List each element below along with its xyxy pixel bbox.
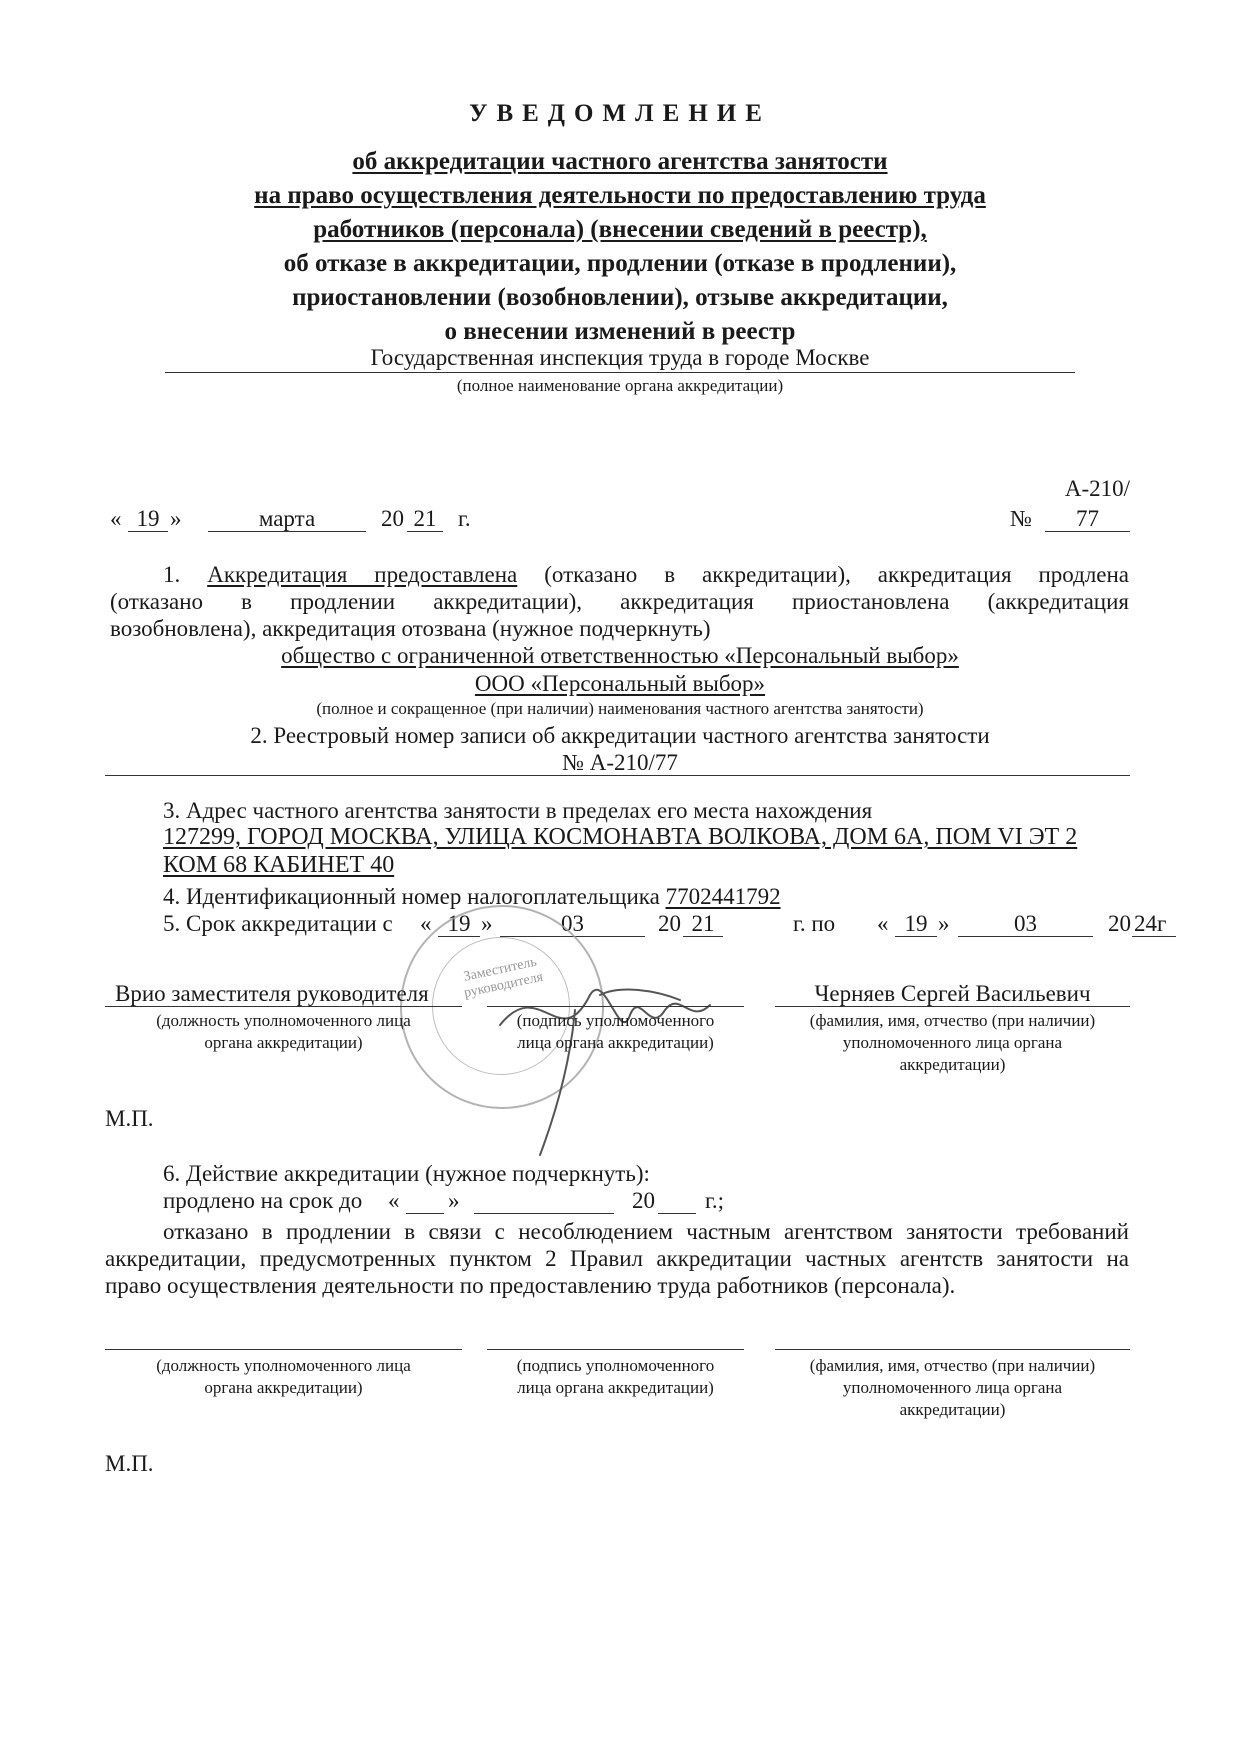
item1-line3: возобновлена), аккредитация отозвана (нужное подчеркнуть) (110, 616, 711, 641)
sig2-caption-signature (487, 1355, 744, 1399)
item5-to-label: г. по (793, 911, 836, 936)
number-underline (1045, 531, 1130, 532)
sig1-caption-position-1: (должность уполномоченного лица (156, 1011, 411, 1030)
item5-to-year-suffix: 24г (1134, 911, 1167, 936)
sig1-caption-signature (487, 1010, 744, 1054)
number-value: 77 (1076, 506, 1099, 531)
sig2-caption-name (775, 1355, 1130, 1421)
header-line-5: приостановлении (возобновлении), отзыве аккредитации, (292, 284, 948, 311)
item5-from-day: 19 (447, 911, 471, 936)
date-day: 19 (136, 506, 160, 531)
sig2-caption-signature-1: (подпись уполномоченного (516, 1356, 715, 1375)
item5-from-close-quote: » (481, 911, 493, 936)
item6-refused-line1: отказано в продлении в связи с несоблюдением частным агентством занятости требований (163, 1219, 1129, 1244)
document-title: УВЕДОМЛЕНИЕ (469, 100, 771, 127)
item6-year-mark: г.; (705, 1188, 724, 1213)
item5-to-day: 19 (904, 911, 928, 936)
item2-text: 2. Реестровый номер записи об аккредитации частного агентства занятости (250, 723, 990, 748)
header-line-6: о внесении изменений в реестр (444, 318, 796, 345)
item1-underlined: Аккредитация предоставлена (207, 562, 518, 587)
item5-to-close-quote: » (938, 911, 950, 936)
sig1-signature-underline (487, 1006, 744, 1007)
item1-line2: (отказано в продлении аккредитации), аккредитация приостановлена (аккредитация (110, 589, 1129, 614)
item3-text: 3. Адрес частного агентства занятости в пределах его места нахождения (163, 798, 873, 823)
item6-text: 6. Действие аккредитации (нужное подчеркнуть): (163, 1161, 650, 1186)
item6-close-quote: » (448, 1188, 460, 1213)
date-open-quote: « (110, 506, 122, 531)
sig1-caption-name-3: аккредитации) (899, 1055, 1006, 1074)
item1-line1 (163, 561, 1129, 588)
handwritten-signature (480, 955, 740, 1175)
sig1-caption-position-2: органа аккредитации) (204, 1033, 363, 1052)
item3-address-line1: 127299, ГОРОД МОСКВА, УЛИЦА КОСМОНАВТА ВОЛКОВА, ДОМ 6А, ПОМ VI ЭТ 2 (163, 824, 1078, 850)
sig1-caption-name (775, 1010, 1130, 1076)
header-line-3: работников (персонала) (внесении сведений в реестр), (313, 216, 927, 243)
authority-caption: (полное наименование органа аккредитации) (456, 376, 784, 395)
item2-value: № А-210/77 (562, 750, 678, 775)
item2-underline (105, 775, 1130, 776)
item4-line (163, 883, 781, 910)
item5-to-open-quote: « (877, 911, 889, 936)
header-line-2: на право осуществления деятельности по предоставлению труда (254, 182, 986, 209)
sig1-caption-position (105, 1010, 462, 1054)
sig2-caption-position (105, 1355, 462, 1399)
item5-from-year-prefix: 20 (658, 911, 681, 936)
item5-to-day-underline (895, 936, 937, 937)
date-day-underline (128, 531, 168, 532)
sig1-caption-signature-2: лица органа аккредитации) (517, 1033, 714, 1052)
date-month-underline (208, 531, 366, 532)
item6-open-quote: « (388, 1188, 400, 1213)
sig1-caption-signature-1: (подпись уполномоченного (516, 1011, 715, 1030)
authority-underline (165, 372, 1075, 373)
number-prefix: А-210/ (1064, 476, 1130, 501)
item6-year-underline (658, 1213, 696, 1214)
sig1-caption-name-1: (фамилия, имя, отчество (при наличии) (809, 1011, 1096, 1030)
item1-caption: (полное и сокращенное (при наличии) наименования частного агентства занятости) (316, 699, 924, 718)
sig2-position-underline (105, 1349, 462, 1350)
sig2-caption-name-2: уполномоченного лица органа (842, 1378, 1063, 1397)
sig1-position: Врио заместителя руководителя (115, 981, 429, 1006)
item5-to-month-underline (958, 936, 1093, 937)
sig2-caption-name-1: (фамилия, имя, отчество (при наличии) (809, 1356, 1096, 1375)
item5-to-year-prefix: 20 (1108, 911, 1131, 936)
item6-year-prefix: 20 (632, 1188, 655, 1213)
sig1-name-underline (775, 1006, 1130, 1007)
sig2-caption-position-2: органа аккредитации) (204, 1378, 363, 1397)
header-line-1: об аккредитации частного агентства занятости (352, 148, 888, 175)
sig1-name: Черняев Сергей Васильевич (814, 981, 1091, 1006)
item1-org-full: общество с ограниченной ответственностью «Персональный выбор» (281, 643, 959, 668)
sig2-name-underline (775, 1349, 1130, 1350)
item5-from-open-quote: « (420, 911, 432, 936)
item6-refused-line2: аккредитации, предусмотренных пунктом 2 Правил аккредитации частных агентств занятости на (105, 1246, 1129, 1271)
item5-to-year-underline (1132, 936, 1176, 937)
header-block (0, 145, 1240, 349)
item1-line1-rest: (отказано в аккредитации), аккредитация продлена (544, 562, 1130, 587)
item4-text: 4. Идентификационный номер налогоплательщика (163, 884, 660, 909)
sig1-caption-name-2: уполномоченного лица органа (842, 1033, 1063, 1052)
item5-from-year-underline (683, 936, 723, 937)
sig1-position-underline (105, 1006, 462, 1007)
date-year-suffix: 21 (413, 506, 437, 531)
item6-extended-label: продлено на срок до (163, 1188, 363, 1213)
sig2-signature-underline (487, 1349, 744, 1350)
item6-day-underline (406, 1213, 444, 1214)
sig2-mp: М.П. (105, 1451, 154, 1476)
item5-from-year-suffix: 21 (691, 911, 715, 936)
date-month: марта (258, 506, 316, 531)
item5-from-month: 03 (561, 911, 584, 936)
sig2-caption-position-1: (должность уполномоченного лица (156, 1356, 411, 1375)
authority-name: Государственная инспекция труда в городе Москве (370, 345, 870, 370)
date-year-prefix: 20 (381, 506, 404, 531)
date-year-mark: г. (458, 506, 471, 531)
item4-value: 7702441792 (665, 884, 781, 909)
item6-refused-line3: право осуществления деятельности по предоставлению труда работников (персонала). (105, 1273, 956, 1298)
item5-to-month: 03 (1014, 911, 1037, 936)
sig2-caption-signature-2: лица органа аккредитации) (517, 1378, 714, 1397)
stamp-text: Заместитель руководителя (462, 954, 545, 1002)
item1-org-short: ООО «Персональный выбор» (474, 671, 766, 696)
header-line-4: об отказе в аккредитации, продлении (отказе в продлении), (283, 250, 957, 277)
item6-month-underline (474, 1213, 614, 1214)
item1-num: 1. (163, 562, 181, 587)
item5-text: 5. Срок аккредитации с (163, 911, 393, 936)
date-close-quote: » (170, 506, 182, 531)
sig1-mp: М.П. (105, 1106, 154, 1131)
sig2-caption-name-3: аккредитации) (899, 1400, 1006, 1419)
number-sign: № (1010, 506, 1032, 531)
item3-address-line2: КОМ 68 КАБИНЕТ 40 (163, 852, 395, 878)
date-year-underline (407, 531, 443, 532)
